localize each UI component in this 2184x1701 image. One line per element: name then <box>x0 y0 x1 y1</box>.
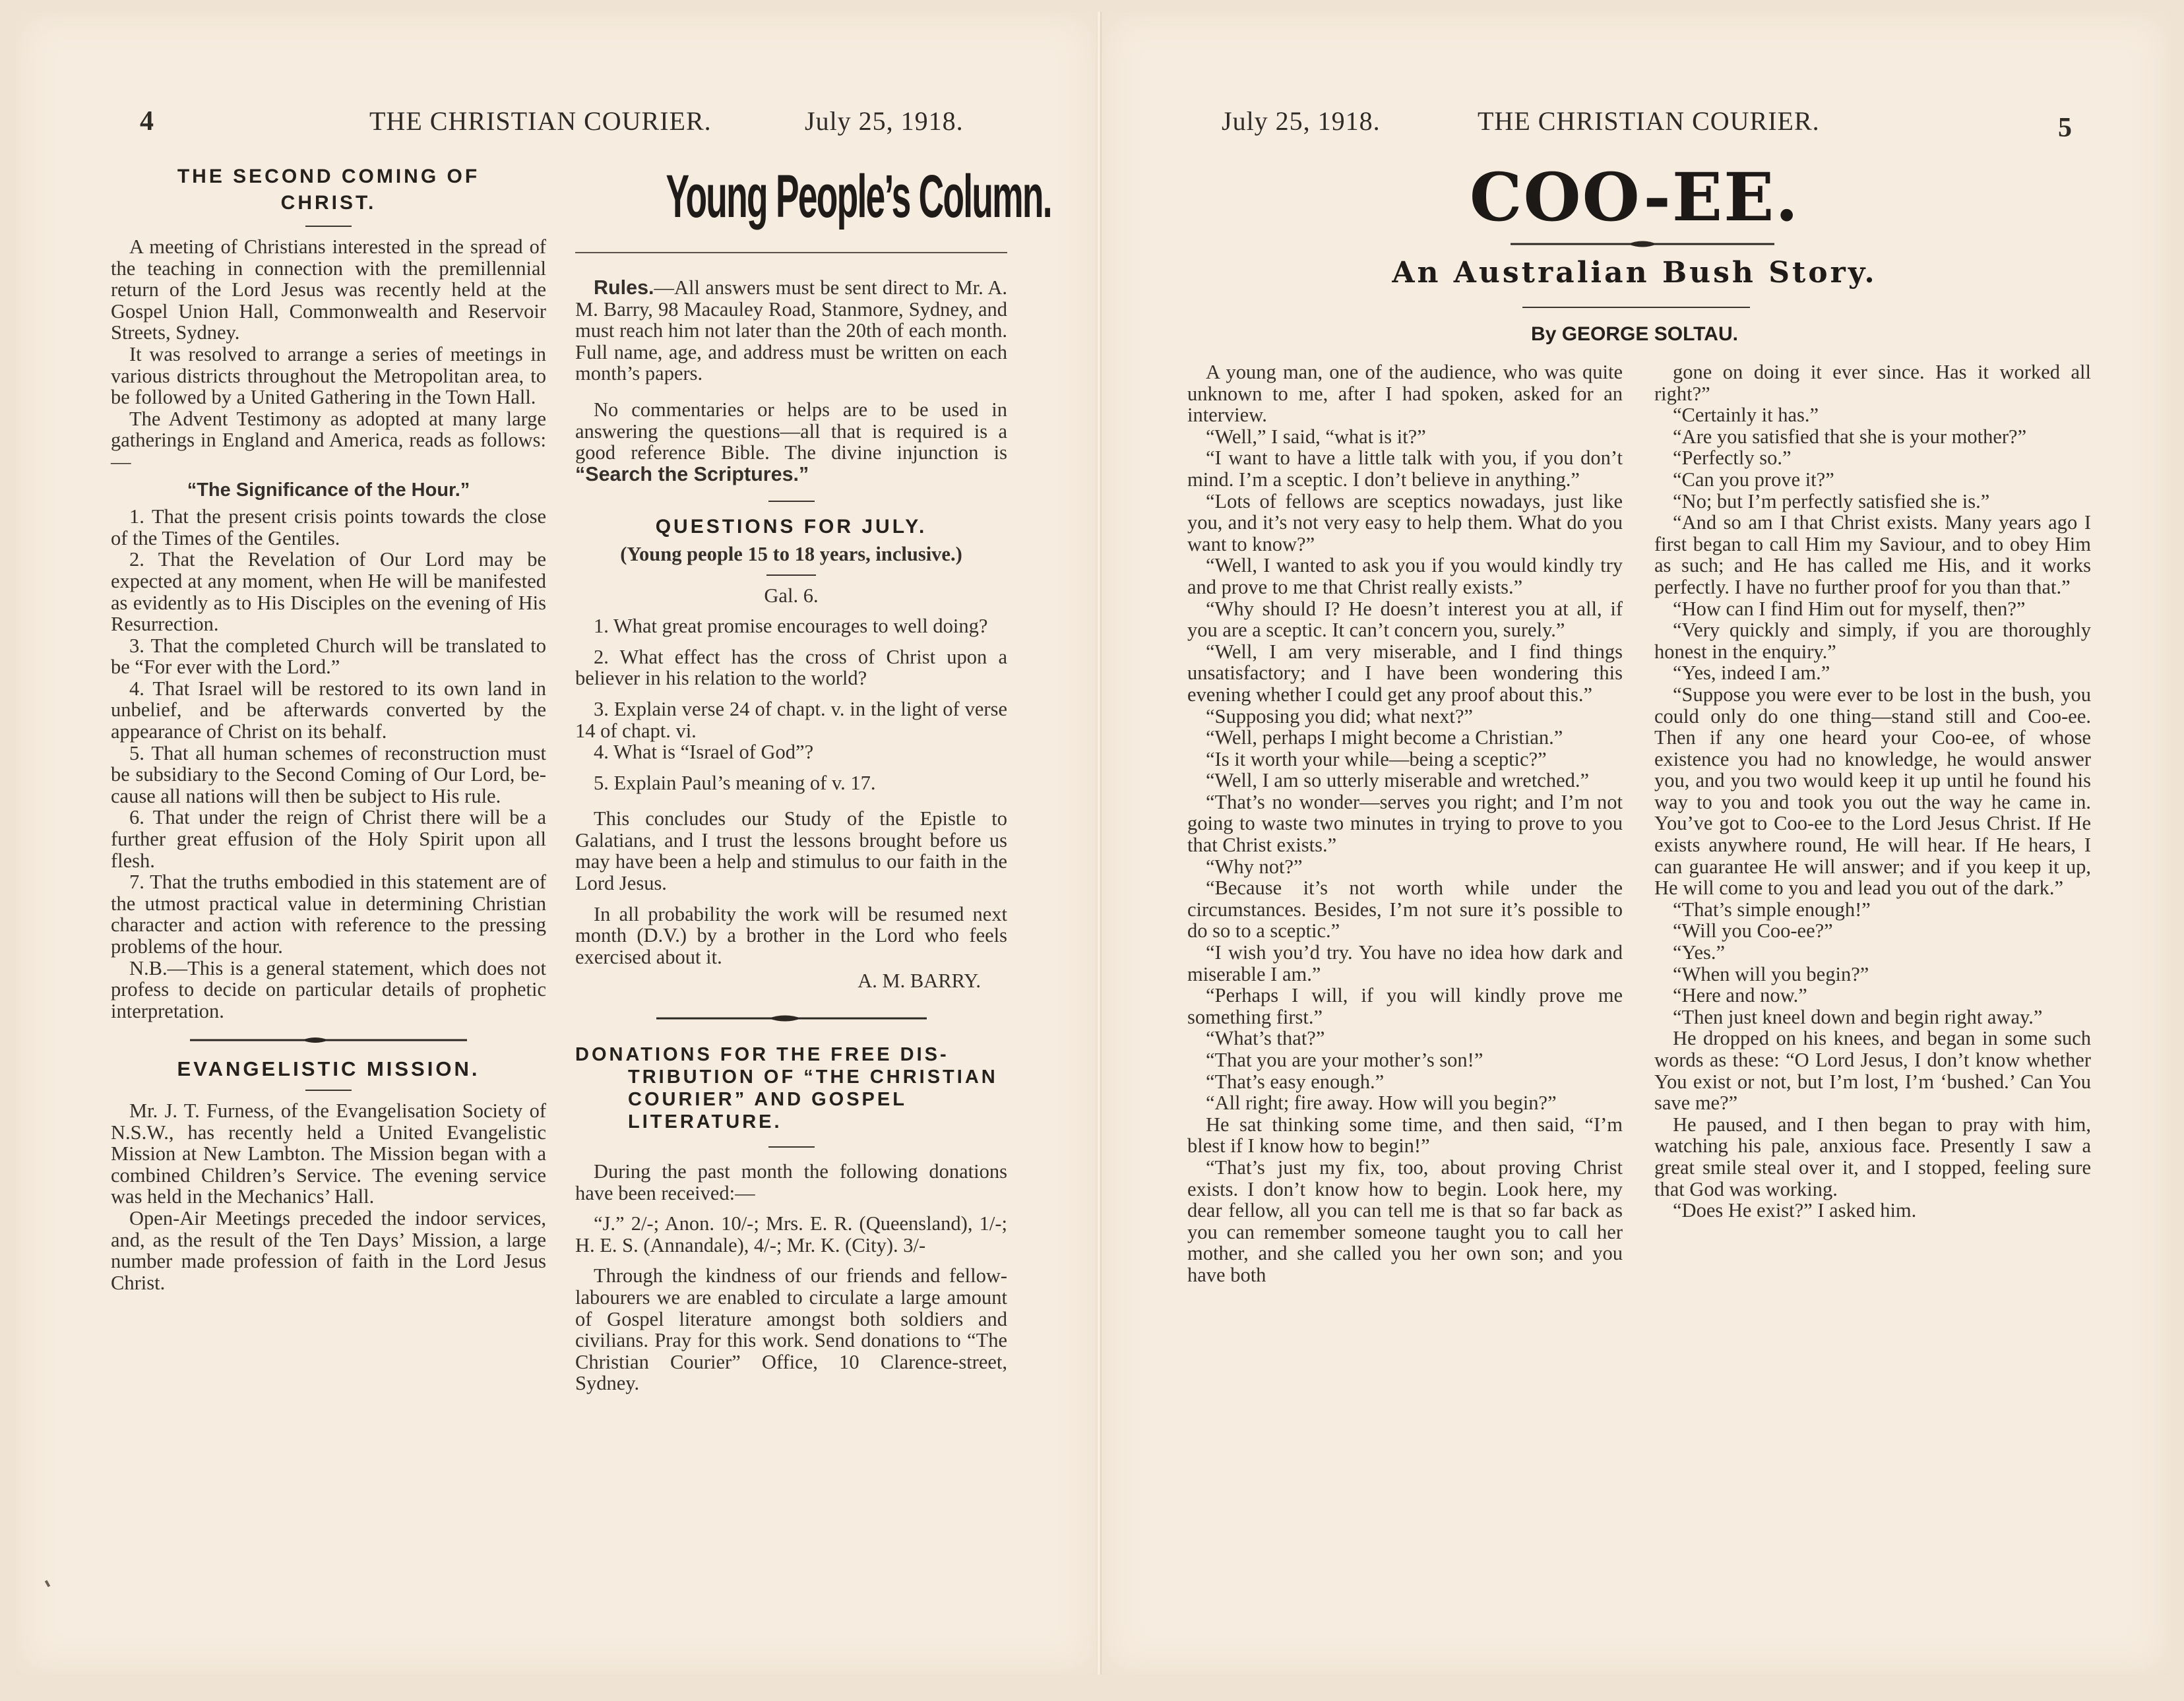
story-paragraph: “All right; fire away. How will you begin?” <box>1206 1092 1557 1115</box>
story-paragraph: “Yes, indeed I am.” <box>1673 662 1830 685</box>
helps-text: No commentaries or helps are to be used in answering the questions—all that is required is a good reference Bible. The divine injunction is <box>575 398 1007 464</box>
divider <box>768 1146 815 1148</box>
story-paragraph: “Perfectly so.” <box>1673 447 1792 470</box>
publication-title-left: THE CHRISTIAN COURIER. <box>369 106 712 136</box>
story-paragraph: “Yes.” <box>1673 941 1726 964</box>
scripture-reference: Gal. 6. <box>764 584 819 607</box>
story-column-2 <box>1654 361 2091 1222</box>
helps-paragraph <box>575 399 1007 485</box>
heading-line: THE SECOND COMING OF <box>177 166 480 187</box>
story-paragraph: gone on doing it ever since. Has it worked all right?” <box>1654 361 2091 405</box>
story-paragraph: “Can you prove it?” <box>1673 468 1834 491</box>
publication-title-right: THE CHRISTIAN COURIER. <box>1478 106 1820 136</box>
testimony-point: 6. That under the reign of Christ there will be a further great effusion of the Holy Spirit upon all flesh. <box>111 806 546 872</box>
story-paragraph: “That you are your mother’s son!” <box>1206 1049 1483 1071</box>
story-paragraph: “I wish you’d try. You have no idea how dark and miserable I am.” <box>1187 941 1623 985</box>
story-paragraph: “Well, I wanted to ask you if you would kindly try and prove to me that Christ really exists.” <box>1187 554 1623 598</box>
donations-list: “J.” 2/-; Anon. 10/-; Mrs. E. R. (Queensland), 1/-; H. E. S. (Annandale), 4/-; Mr. K. (City). 3/- <box>575 1212 1007 1256</box>
story-byline: By GEORGE SOLTAU. <box>1531 323 1738 345</box>
testimony-point: 7. That the truths embodied in this statement are of the utmost practical value in determining Christian character and action with reference to the pressing problems of the hour. <box>111 871 546 958</box>
rules-label: Rules. <box>594 276 654 299</box>
paragraph: The Advent Testimony as adopted at many large gatherings in England and America, reads as follows:— <box>111 407 546 473</box>
age-note: (Young people 15 to 18 years, inclusive.) <box>620 542 962 565</box>
closing-paragraph: In all probability the work will be resumed next month (D.V.) by a brother in the Lord who feels exercised about it. <box>575 902 1007 968</box>
story-column-1 <box>1187 361 1623 1286</box>
story-paragraph: “When will you begin?” <box>1673 962 1869 985</box>
story-subtitle: An Australian Bush Story. <box>1392 256 1877 290</box>
page-number-right: 5 <box>2058 113 2072 143</box>
story-title: COO-EE. <box>1469 158 1800 236</box>
testimony-point: 4. That Israel will be restored to its own land in unbelief, and be afterwards converted by the appearance of Christ on its behalf. <box>111 677 546 743</box>
story-paragraph: “No; but I’m perfectly satisfied she is.” <box>1673 489 1990 512</box>
story-paragraph: “Will you Coo-ee?” <box>1673 919 1833 943</box>
story-paragraph: “Certainly it has.” <box>1673 404 1819 427</box>
story-paragraph: “Why should I? He doesn’t interest you at all, if you are a sceptic. It can’t concern you, surely.” <box>1187 597 1623 642</box>
paragraph: Mr. J. T. Furness, of the Evangelisation Society of N.S.W., has recently held a United Evangelistic Mission at New Lambton. The Mission began with a combined Children’s Service. The evening service was held in the Mechanics’ Hall. <box>111 1099 546 1208</box>
story-paragraph: A young man, one of the audience, who was quite unknown to me, after I had spoken, asked for an interview. <box>1187 361 1623 427</box>
story-paragraph: “Is it worth your while—being a sceptic?” <box>1206 747 1547 770</box>
second-coming-heading <box>111 164 546 216</box>
column-young-people <box>575 163 1051 1395</box>
ornamental-divider <box>575 1012 1007 1025</box>
story-paragraph: “Suppose you were ever to be lost in the bush, you could only do one thing—stand still and Coo-ee. Then if any one heard your Coo-ee, of whose existence you had no knowledge, he would answer you, and you two would keep it up until he found his way to you and took you out the way he came in. You’ve got to Coo-ee to the Lord Jesus Christ. If He exists anywhere round, He will hear. If He hears, I can guarantee He will answer; and if you keep it up, He will come to you and lead you out of the dark.” <box>1654 683 2091 900</box>
story-paragraph: “Very quickly and simply, if you are thoroughly honest in the enquiry.” <box>1654 619 2091 663</box>
testimony-point: 1. That the present crisis points towards the close of the Times of the Gentiles. <box>111 505 546 549</box>
column-second-coming <box>111 164 546 1293</box>
story-paragraph: “What’s that?” <box>1206 1027 1325 1050</box>
story-paragraph: “Well, I am so utterly miserable and wretched.” <box>1206 769 1590 792</box>
story-paragraph: He sat thinking some time, and then said, “I’m blest if I know how to begin!” <box>1187 1113 1623 1158</box>
donations-intro: During the past month the following donations have been received:— <box>575 1160 1007 1204</box>
closing-paragraph: This concludes our Study of the Epistle to Galatians, and I trust the lessons brought before us may have been a help and stimulus to our faith in the Lord Jesus. <box>575 807 1007 895</box>
story-paragraph: “How can I find Him out for myself, then?” <box>1673 597 2026 620</box>
paragraph: A meeting of Christians interested in the spread of the teaching in connection with the premillennial return of the Lord Jesus was recently held at the Gospel Union Hall, Commonwealth and Reservoir Streets, Sydney. <box>111 235 546 344</box>
divider <box>575 252 1007 253</box>
story-paragraph: “Supposing you did; what next?” <box>1206 704 1473 727</box>
divider <box>1522 307 1750 308</box>
story-paragraph: “Here and now.” <box>1673 984 1807 1007</box>
testimony-point: 5. That all human schemes of reconstruction must be subsidiary to the Second Coming of Our Lord, because all nations will then be subject to His rule. <box>111 741 546 807</box>
ornamental-divider <box>1511 237 1774 253</box>
search-scriptures-injunction: “Search the Scriptures.” <box>575 462 809 485</box>
nb-note: N.B.—This is a general statement, which does not profess to decide on particular details of prophetic interpretation. <box>111 956 546 1022</box>
story-paragraph: “Lots of fellows are sceptics nowadays, just like you, and it’s not very easy to help them. What do you want to know?” <box>1187 489 1623 555</box>
story-paragraph: “That’s just my fix, too, about proving Christ exists. I don’t know how to begin. Look here, my dear fellow, all you can tell me is that so far back as you can remember someone taught you to call her mother, and she called you her own son; and you have both <box>1187 1156 1623 1286</box>
issue-date-right: July 25, 1918. <box>1222 106 1381 136</box>
donations-heading: DONATIONS FOR THE FREE DISTRIBUTION OF “THE CHRISTIAN COURIER” AND GOSPEL LITERATURE. <box>575 1044 998 1133</box>
story-paragraph: “That’s simple enough!” <box>1673 898 1871 921</box>
story-paragraph: “Why not?” <box>1206 855 1303 878</box>
rules-text: —All answers must be sent direct to Mr. A. M. Barry, 98 Macauley Road, Stanmore, Sydney, and must reach him not later than the 20th of each month. Full name, age, and address must be written on each month’s papers. <box>575 276 1007 385</box>
question: 1. What great promise encourages to well doing? <box>594 615 988 638</box>
question: 5. Explain Paul’s meaning of v. 17. <box>594 771 876 794</box>
signature: A. M. BARRY. <box>858 970 981 993</box>
story-paragraph: “That’s no wonder—serves you right; and I’m not going to waste two minutes in trying to prove to you that Christ exists.” <box>1187 790 1623 857</box>
ornament-icon <box>656 1012 927 1025</box>
story-paragraph: “Well, perhaps I might become a Christian.” <box>1206 726 1563 749</box>
divider <box>305 1090 352 1091</box>
paragraph: Open-Air Meetings preceded the indoor services, and, as the result of the Ten Days’ Mission, a large number made profession of faith in the Lord Jesus Christ. <box>111 1206 546 1294</box>
question: 2. What effect has the cross of Christ upon a believer in his relation to the world? <box>575 645 1007 690</box>
divider <box>305 226 352 227</box>
paragraph: It was resolved to arrange a series of meetings in various districts throughout the Metropolitan area, to be followed by a United Gathering in the Town Hall. <box>111 342 546 409</box>
question: 4. What is “Israel of God”? <box>594 741 814 764</box>
testimony-point: 2. That the Revelation of Our Lord may be expected at any moment, when He will be manifested as evidently as to His Disciples on the evening of His Resurrection. <box>111 548 546 636</box>
story-paragraph: “Well, I am very miserable, and I find things unsatisfactory; and I have been wondering this evening whether I could get any proof about this.” <box>1187 640 1623 706</box>
story-paragraph: “Are you satisfied that she is your mother?” <box>1673 425 2027 448</box>
significance-subheading: “The Significance of the Hour.” <box>187 479 470 501</box>
ornamental-divider <box>111 1034 546 1047</box>
issue-date-left: July 25, 1918. <box>805 106 964 136</box>
young-peoples-column-title: Young People’s Column. <box>666 163 1051 230</box>
ornament-icon <box>1511 237 1774 251</box>
divider <box>768 501 815 502</box>
story-paragraph: “Perhaps I will, if you will kindly prove me something first.” <box>1187 984 1623 1028</box>
question: 3. Explain verse 24 of chapt. v. in the light of verse 14 of chapt. vi. <box>575 697 1007 742</box>
story-paragraph: “And so am I that Christ exists. Many years ago I first began to call Him my Saviour, and to obey Him as such; and He has called me His, and it works perfectly. I have no further proof for you than that.” <box>1654 511 2091 598</box>
ornament-icon <box>190 1034 467 1047</box>
story-paragraph: “Because it’s not worth while under the circumstances. Besides, I’m not sure it’s possible to do so to a sceptic.” <box>1187 877 1623 943</box>
story-paragraph: “I want to have a little talk with you, if you don’t mind. I’m a sceptic. I don’t believe in anything.” <box>1187 447 1623 491</box>
rules-paragraph <box>575 277 1007 385</box>
story-paragraph: He paused, and I then began to pray with him, watching his pale, anxious face. Presently I saw a great smile steal over it, and I stopped, feeling sure that God was working. <box>1654 1113 2091 1200</box>
page-number-left: 4 <box>140 106 154 137</box>
story-paragraph: He dropped on his knees, and began in some such words as these: “O Lord Jesus, I don’t know whether You exist or not, but I’m lost, I’m ‘bushed.’ Can You save me?” <box>1654 1027 2091 1115</box>
divider <box>766 574 816 576</box>
testimony-point: 3. That the completed Church will be translated to be “For ever with the Lord.” <box>111 634 546 679</box>
questions-heading: QUESTIONS FOR JULY. <box>655 516 927 538</box>
evangelistic-mission-heading: EVANGELISTIC MISSION. <box>177 1057 480 1081</box>
donations-appeal: Through the kindness of our friends and fellow-labourers we are enabled to circulate a large amount of Gospel literature amongst both soldiers and civilians. Pray for this work. Send donations to “The Christian Courier” Office, 10 Clarence-street, Sydney. <box>575 1264 1007 1395</box>
story-paragraph: “Then just kneel down and begin right away.” <box>1673 1005 2043 1028</box>
story-paragraph: “That’s easy enough.” <box>1206 1070 1385 1093</box>
story-paragraph: “Does He exist?” I asked him. <box>1673 1199 1917 1222</box>
heading-line: CHRIST. <box>280 192 377 214</box>
story-paragraph: “Well,” I said, “what is it?” <box>1206 425 1426 448</box>
